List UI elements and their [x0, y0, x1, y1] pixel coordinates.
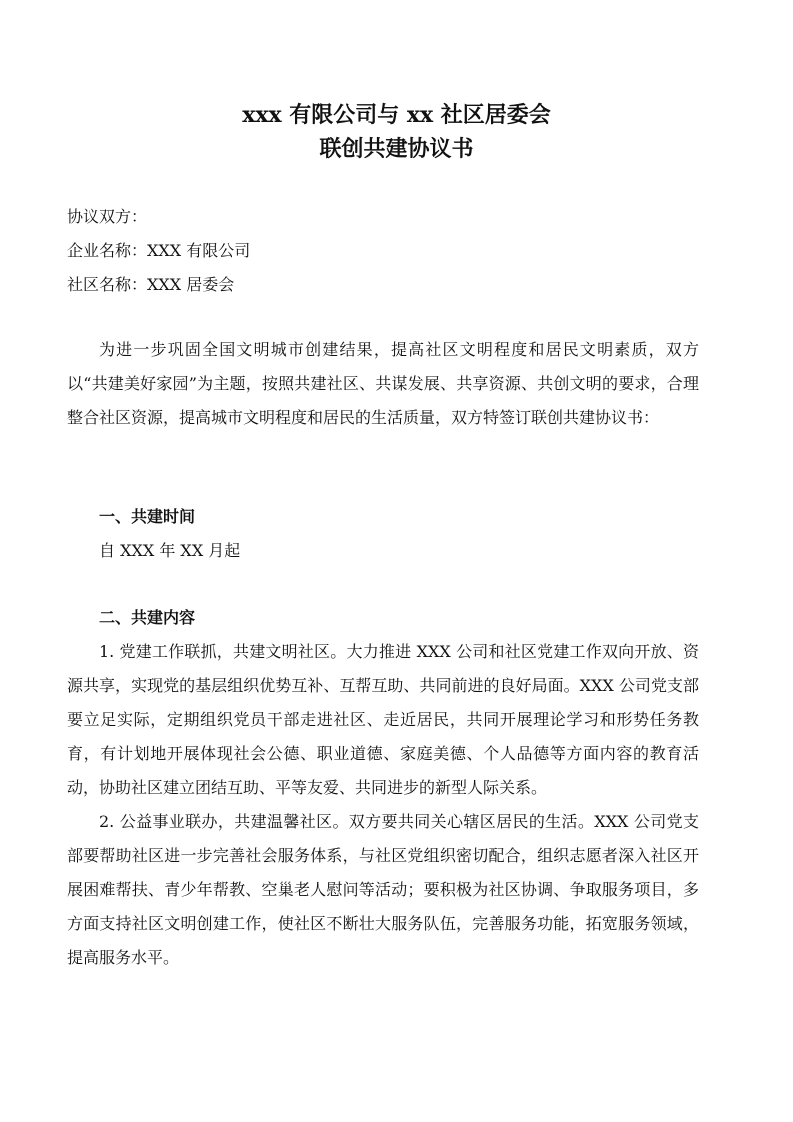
intro-block — [67, 333, 699, 435]
parties-block — [67, 200, 699, 302]
company-name: 企业名称：XXX 有限公司 — [67, 241, 251, 260]
section-1 — [67, 500, 699, 568]
section-1-heading: 一、共建时间 — [99, 507, 196, 526]
section-2 — [67, 601, 699, 975]
section-2-heading: 二、共建内容 — [99, 608, 196, 627]
intro-paragraph: 为进一步巩固全国文明城市创建结果，提高社区文明程度和居民文明素质，双方以“共建美好家园”为主题，按照共建社区、共谋发展、共享资源、共创文明的要求，合理整合社区资源，提高城市文明程度和居民的生活质量，双方特签订联创共建协议书： — [67, 340, 699, 427]
document-title-line-2: 联创共建协议书 — [319, 136, 474, 162]
community-name: 社区名称：XXX 居委会 — [67, 275, 235, 294]
section-1-text: 自 XXX 年 XX 月起 — [99, 541, 241, 560]
section-2-item-1: 1. 党建工作联抓，共建文明社区。大力推进 XXX 公司和社区党建工作双向开放、资源共享，实现党的基层组织优势互补、互帮互助、共同前进的良好局面。XXX 公司党支部要立足实际，定期组织党员干部走进社区、走近居民，共同开展理论学习和形势任务教育，有计划地开展体现社会公德、职业道德、家庭美德、个人品德等方面内容的教育活动，协助社区建立团结互助、平等友爱、共同进步的新型人际关系。 — [67, 642, 699, 797]
parties-label: 协议双方： — [67, 207, 148, 226]
section-2-item-2: 2. 公益事业联办，共建温馨社区。双方要共同关心辖区居民的生活。XXX 公司党支部要帮助社区进一步完善社会服务体系，与社区党组织密切配合，组织志愿者深入社区开展困难帮扶、青少年帮教、空巢老人慰问等活动；要积极为社区协调、争取服务项目，多方面支持社区文明创建工作，使社区不断壮大服务队伍，完善服务功能，拓宽服务领域，提高服务水平。 — [67, 812, 699, 967]
document-title-line-1: xxx 有限公司与 xx 社区居委会 — [242, 102, 551, 128]
